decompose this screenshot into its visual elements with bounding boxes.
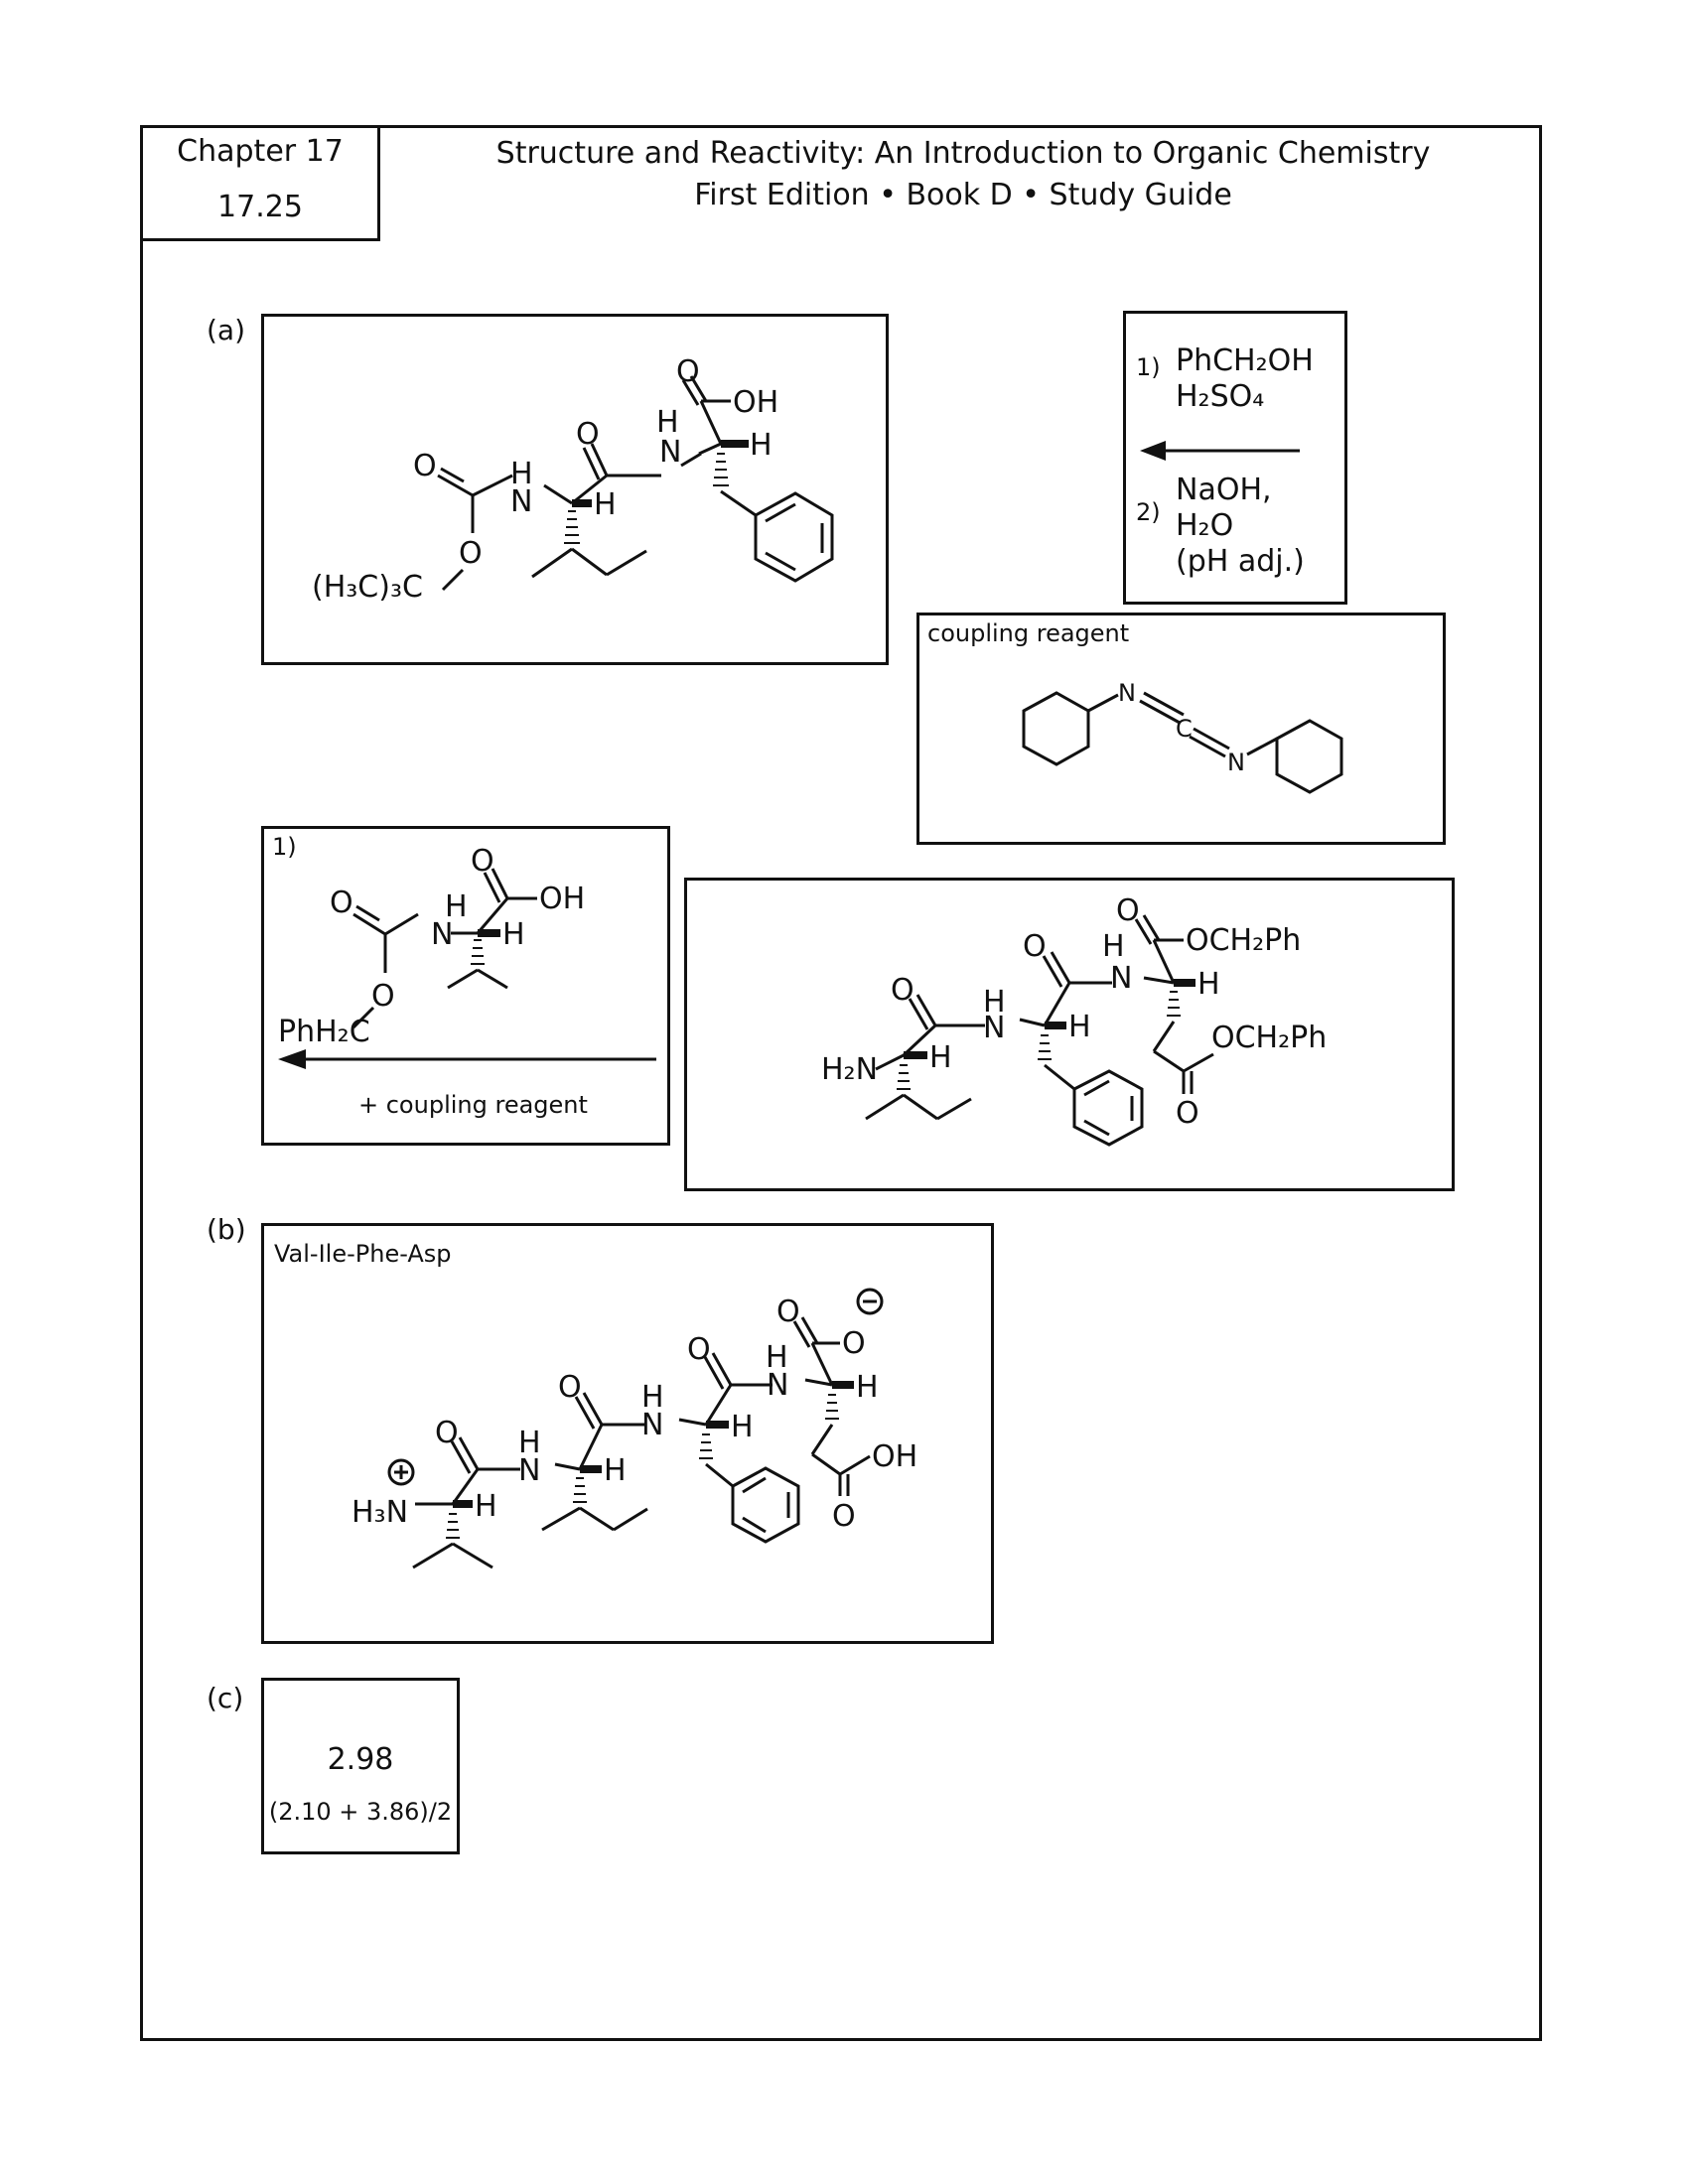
chapter-label: Chapter 17 bbox=[177, 134, 344, 169]
header-subtitle: First Edition • Book D • Study Guide bbox=[694, 178, 1232, 212]
hydrolysis-reagents-box bbox=[1123, 311, 1347, 605]
page-header bbox=[417, 133, 1509, 216]
step2-number: 2) bbox=[1136, 498, 1161, 526]
atom-H: H bbox=[731, 1410, 754, 1444]
bond bbox=[904, 1095, 937, 1119]
header-title: Structure and Reactivity: An Introduction to Organic Chemistry bbox=[495, 136, 1431, 171]
atom-N: N bbox=[518, 1453, 541, 1488]
atom-O: O bbox=[776, 1295, 800, 1329]
amine-group: H₂N bbox=[821, 1052, 879, 1087]
bond bbox=[448, 970, 478, 988]
atom-OH: OH bbox=[733, 385, 779, 420]
atom-H: H bbox=[475, 1489, 497, 1524]
atom-H: H bbox=[983, 985, 1006, 1020]
bond bbox=[460, 1437, 478, 1469]
bond bbox=[840, 1456, 870, 1474]
atom-O: O bbox=[1176, 1096, 1199, 1131]
atom-H: H bbox=[604, 1453, 627, 1488]
hashed-bond bbox=[825, 1395, 839, 1419]
hashed-bond bbox=[699, 1434, 713, 1458]
tetrapeptide-structure bbox=[264, 1226, 997, 1647]
atom-O: O bbox=[1023, 929, 1047, 964]
bond bbox=[866, 1095, 904, 1119]
hashed-bond bbox=[446, 1514, 460, 1538]
problem-number: 17.25 bbox=[217, 190, 303, 224]
hashed-bond bbox=[713, 454, 729, 485]
atom-N: N bbox=[1227, 749, 1245, 776]
pi-formula: (2.10 + 3.86)/2 bbox=[268, 1798, 453, 1826]
pi-answer-box bbox=[261, 1678, 460, 1854]
bond bbox=[805, 1380, 832, 1385]
part-a-label: (a) bbox=[207, 314, 246, 346]
bond bbox=[555, 1464, 580, 1469]
bond bbox=[1144, 693, 1184, 715]
bond bbox=[580, 1508, 614, 1530]
arrow-head bbox=[278, 1049, 306, 1069]
hashed-bond bbox=[1167, 992, 1181, 1016]
atom-H: H bbox=[1068, 1010, 1091, 1044]
atom-N: N bbox=[641, 1408, 664, 1442]
atom-O: O bbox=[413, 449, 437, 483]
peptide-sequence: Val-Ile-Phe-Asp bbox=[274, 1240, 452, 1268]
bond bbox=[1194, 729, 1229, 749]
bond bbox=[1184, 1054, 1213, 1071]
bond bbox=[453, 1544, 492, 1568]
bond bbox=[681, 454, 701, 466]
bond bbox=[812, 1425, 832, 1454]
atom-H: H bbox=[750, 428, 773, 463]
bond bbox=[607, 551, 646, 575]
atom-H: H bbox=[502, 917, 525, 952]
cbz-valine-box bbox=[261, 826, 670, 1146]
hashed-bond bbox=[1038, 1035, 1052, 1059]
bond bbox=[1144, 978, 1174, 983]
bond bbox=[1088, 695, 1118, 711]
atom-OH: OH bbox=[872, 1439, 918, 1474]
atom-O: O bbox=[471, 844, 494, 879]
boc-dipeptide-box bbox=[261, 314, 889, 665]
atom-N: N bbox=[659, 435, 682, 470]
bond bbox=[473, 476, 512, 495]
atom-O: O bbox=[891, 973, 914, 1008]
atom-O: O bbox=[687, 1332, 711, 1367]
isoelectric-point: 2.98 bbox=[327, 1742, 394, 1777]
benzyl-ester: OCH₂Ph bbox=[1186, 923, 1302, 958]
atom-O: O bbox=[676, 354, 700, 389]
atom-O: O bbox=[842, 1326, 866, 1361]
atom-OH: OH bbox=[539, 882, 586, 916]
tripeptide-structure bbox=[687, 881, 1458, 1194]
bond bbox=[1044, 956, 1061, 987]
atom-O: O bbox=[832, 1499, 856, 1534]
bond bbox=[1140, 701, 1180, 723]
bond bbox=[614, 1509, 647, 1530]
benzyl-group: PhH₂C bbox=[278, 1015, 370, 1049]
step2-ph: (pH adj.) bbox=[1176, 544, 1305, 579]
tetrapeptide-box bbox=[261, 1223, 994, 1644]
bond bbox=[1045, 1065, 1074, 1089]
chapter-box bbox=[140, 125, 380, 241]
bond bbox=[580, 1425, 602, 1469]
bond bbox=[584, 1393, 602, 1425]
bond bbox=[1045, 983, 1069, 1025]
step1-number: 1) bbox=[1136, 353, 1161, 381]
atom-N: N bbox=[983, 1011, 1006, 1045]
bond bbox=[532, 549, 572, 577]
coupling-reagent-title: coupling reagent bbox=[927, 619, 1130, 647]
bond bbox=[812, 1343, 832, 1385]
bond bbox=[443, 570, 463, 590]
bond bbox=[353, 914, 385, 934]
hashed-bond bbox=[564, 511, 580, 543]
bond bbox=[438, 476, 473, 495]
step2-base: NaOH, bbox=[1176, 473, 1272, 507]
bond bbox=[385, 914, 418, 934]
bond bbox=[1154, 1022, 1174, 1051]
atom-H: H bbox=[856, 1370, 879, 1405]
atom-C: C bbox=[1176, 715, 1193, 743]
bond bbox=[1190, 737, 1225, 756]
atom-N: N bbox=[1110, 961, 1133, 996]
bond bbox=[701, 401, 721, 444]
atom-H: H bbox=[510, 457, 533, 491]
coupling-caption: + coupling reagent bbox=[358, 1091, 588, 1119]
benzyl-ester: OCH₂Ph bbox=[1211, 1021, 1328, 1055]
atom-O: O bbox=[1116, 893, 1140, 928]
atom-H: H bbox=[445, 889, 468, 924]
cyclohexane-ring bbox=[1024, 693, 1088, 764]
atom-N: N bbox=[767, 1368, 789, 1403]
step1-acid: H₂SO₄ bbox=[1176, 379, 1265, 414]
atom-N: N bbox=[1118, 679, 1136, 707]
atom-H: H bbox=[641, 1380, 664, 1415]
atom-O: O bbox=[371, 979, 395, 1014]
atom-H: H bbox=[1197, 967, 1220, 1002]
bond bbox=[937, 1099, 971, 1119]
step-number: 1) bbox=[272, 833, 297, 861]
bond bbox=[1154, 940, 1174, 983]
bond bbox=[706, 1385, 731, 1425]
atom-H: H bbox=[766, 1340, 788, 1375]
step1-reagent: PhCH₂OH bbox=[1176, 343, 1314, 378]
bond bbox=[572, 549, 607, 575]
cyclohexane-ring bbox=[1277, 721, 1341, 792]
bond bbox=[1154, 1051, 1184, 1071]
atom-O: O bbox=[330, 886, 353, 920]
atom-O: O bbox=[558, 1370, 582, 1405]
bond bbox=[917, 995, 935, 1025]
bond bbox=[713, 1353, 731, 1385]
bond bbox=[1052, 952, 1069, 983]
bond bbox=[1247, 739, 1277, 754]
atom-H: H bbox=[656, 405, 679, 440]
atom-H: H bbox=[1102, 929, 1125, 964]
bond bbox=[706, 1464, 733, 1486]
atom-H: H bbox=[929, 1040, 952, 1075]
atom-N: N bbox=[431, 917, 454, 952]
atom-O: O bbox=[435, 1416, 459, 1450]
hashed-bond bbox=[897, 1065, 911, 1089]
bond bbox=[679, 1420, 706, 1425]
tert-butyl-group: (H₃C)₃C bbox=[312, 570, 423, 605]
step2-water: H₂O bbox=[1176, 508, 1234, 543]
boc-dipeptide-structure bbox=[264, 317, 892, 668]
hashed-bond bbox=[573, 1478, 587, 1502]
atom-O: O bbox=[576, 417, 600, 452]
bond bbox=[1020, 1020, 1045, 1025]
hashed-bond bbox=[471, 940, 485, 964]
ammonium-group: H₃N bbox=[352, 1495, 409, 1530]
coupling-reagent-box bbox=[916, 613, 1446, 845]
atom-H: H bbox=[594, 487, 617, 522]
bond bbox=[876, 1055, 904, 1069]
atom-N: N bbox=[510, 484, 533, 519]
atom-O: O bbox=[459, 536, 483, 571]
bond bbox=[542, 1508, 580, 1530]
part-b-label: (b) bbox=[207, 1213, 246, 1246]
bond bbox=[812, 1454, 840, 1474]
dcc-structure bbox=[919, 615, 1449, 848]
part-c-label: (c) bbox=[207, 1682, 244, 1714]
tripeptide-ester-box bbox=[684, 878, 1455, 1191]
bond bbox=[413, 1544, 453, 1568]
bond bbox=[544, 485, 572, 503]
bond bbox=[721, 491, 756, 515]
bond bbox=[478, 970, 507, 988]
bond bbox=[699, 444, 721, 454]
atom-H: H bbox=[518, 1426, 541, 1460]
